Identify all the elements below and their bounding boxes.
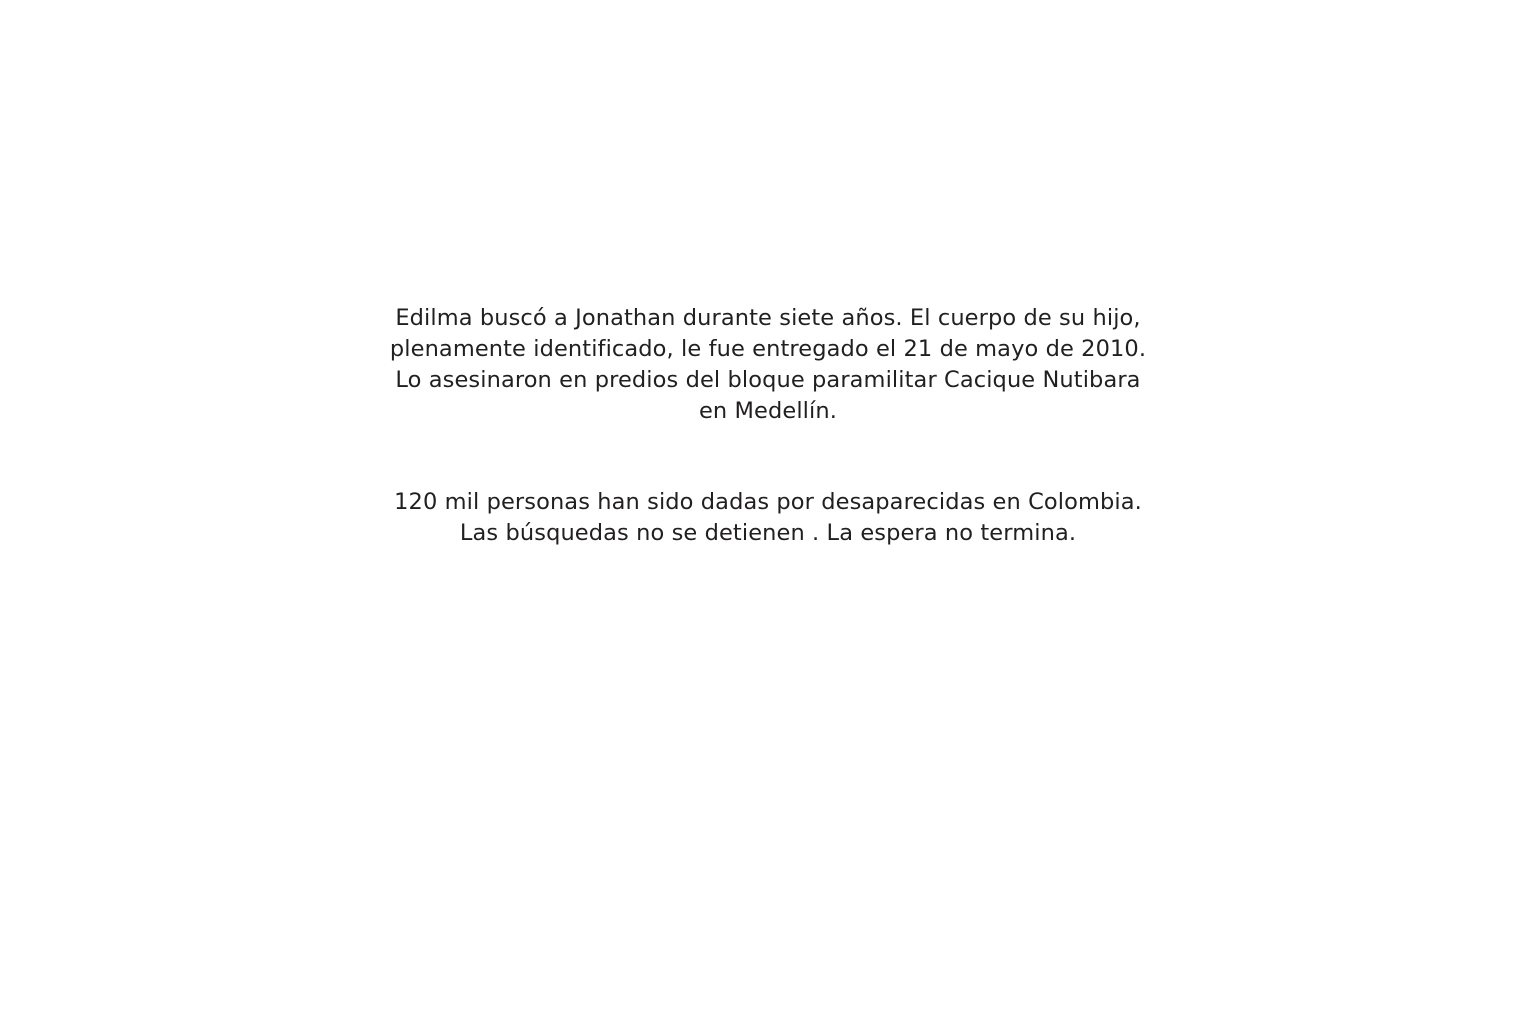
paragraph-story <box>388 303 1148 427</box>
paragraph-statistic <box>388 487 1148 549</box>
story-line-4: en Medellín. <box>698 398 837 424</box>
story-line-2: plenamente identificado, le fue entregado el 21 de mayo de 2010. <box>389 336 1147 362</box>
statistic-line-1: 120 mil personas han sido dadas por desaparecidas en Colombia. <box>394 489 1142 515</box>
story-line-1: Edilma buscó a Jonathan durante siete años. El cuerpo de su hijo, <box>395 305 1141 331</box>
story-line-3: Lo asesinaron en predios del bloque paramilitar Cacique Nutibara <box>395 367 1141 393</box>
statistic-line-2: Las búsquedas no se detienen . La espera no termina. <box>459 520 1077 546</box>
